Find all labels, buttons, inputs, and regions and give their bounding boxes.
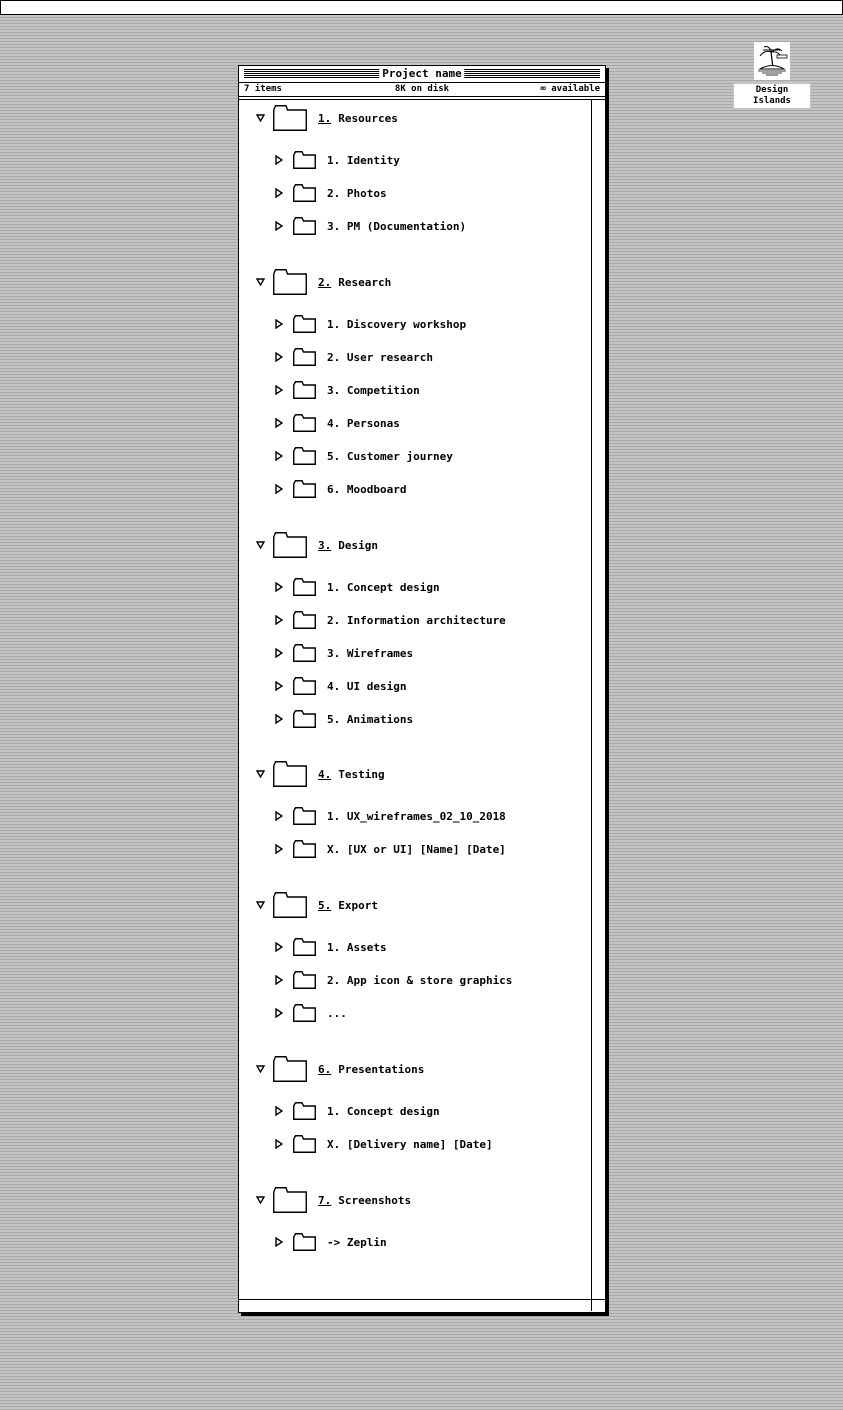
folder-group-label (318, 768, 385, 781)
subfolder-item[interactable] (274, 313, 466, 335)
folder-tree (239, 66, 591, 1299)
folder-icon[interactable] (293, 644, 316, 662)
desktop-icon-label: Design Islands (733, 83, 811, 109)
triangle-down-icon[interactable] (256, 540, 265, 550)
folder-group-number: 2. (318, 275, 332, 289)
horizontal-scrollbar[interactable] (239, 1299, 605, 1300)
island-icon (754, 42, 790, 80)
subfolder-label: X. [Delivery name] [Date] (327, 1137, 493, 1151)
subfolder-item[interactable] (274, 708, 413, 730)
folder-icon[interactable] (293, 840, 316, 858)
triangle-right-icon[interactable] (274, 1106, 283, 1116)
folder-icon[interactable] (273, 1187, 307, 1213)
folder-group-label (318, 1063, 424, 1076)
subfolder-label: 3. PM (Documentation) (327, 219, 467, 233)
window-title: Project name (379, 66, 464, 82)
folder-icon[interactable] (273, 105, 307, 131)
subfolder-item[interactable] (274, 412, 400, 434)
folder-icon[interactable] (293, 710, 316, 728)
folder-group-number: 5. (318, 898, 332, 912)
subfolder-label: X. [UX or UI] [Name] [Date] (327, 842, 506, 856)
subfolder-item[interactable] (274, 576, 440, 598)
folder-icon[interactable] (293, 447, 316, 465)
triangle-right-icon[interactable] (274, 714, 283, 724)
folder-group-name: Screenshots (338, 1193, 412, 1207)
folder-icon[interactable] (273, 532, 307, 558)
folder-icon[interactable] (293, 807, 316, 825)
folder-group-name: Presentations (338, 1062, 425, 1076)
folder-icon[interactable] (293, 1004, 316, 1022)
folder-icon[interactable] (293, 315, 316, 333)
folder-group-number: 3. (318, 538, 332, 552)
triangle-right-icon[interactable] (274, 1237, 283, 1247)
folder-icon[interactable] (293, 348, 316, 366)
folder-icon[interactable] (273, 1056, 307, 1082)
subfolder-label: 2. Information architecture (327, 613, 506, 627)
folder-group-name: Testing (338, 767, 385, 781)
triangle-down-icon[interactable] (256, 113, 265, 123)
triangle-right-icon[interactable] (274, 1008, 283, 1018)
subfolder-item[interactable] (274, 1133, 493, 1155)
subfolder-label: 1. Identity (327, 153, 400, 167)
folder-icon[interactable] (273, 269, 307, 295)
triangle-down-icon[interactable] (256, 1064, 265, 1074)
subfolder-item[interactable] (274, 838, 506, 860)
folder-icon[interactable] (293, 480, 316, 498)
folder-group-label (318, 276, 391, 289)
disk-usage: 8K on disk (394, 84, 450, 94)
subfolder-item[interactable] (274, 445, 453, 467)
subfolder-label: ... (327, 1006, 347, 1020)
triangle-down-icon[interactable] (256, 1195, 265, 1205)
triangle-right-icon[interactable] (274, 1139, 283, 1149)
triangle-right-icon[interactable] (274, 221, 283, 231)
subfolder-label: 2. Photos (327, 186, 387, 200)
subfolder-label: 1. Assets (327, 940, 387, 954)
folder-group-7[interactable] (256, 1186, 411, 1214)
desktop-icon-design-islands[interactable] (733, 42, 811, 109)
folder-group-number: 7. (318, 1193, 332, 1207)
subfolder-label: 2. App icon & store graphics (327, 973, 513, 987)
folder-icon[interactable] (273, 761, 307, 787)
triangle-right-icon[interactable] (274, 319, 283, 329)
subfolder-label: 1. Concept design (327, 580, 440, 594)
subfolder-item[interactable] (274, 149, 400, 171)
subfolder-item[interactable] (274, 1100, 440, 1122)
subfolder-item[interactable] (274, 642, 413, 664)
triangle-right-icon[interactable] (274, 484, 283, 494)
folder-icon[interactable] (293, 938, 316, 956)
subfolder-label: 6. Moodboard (327, 482, 407, 496)
triangle-down-icon[interactable] (256, 769, 265, 779)
triangle-right-icon[interactable] (274, 385, 283, 395)
subfolder-label: 1. Discovery workshop (327, 317, 467, 331)
subfolder-item[interactable] (274, 1002, 347, 1024)
folder-icon[interactable] (293, 184, 316, 202)
folder-icon[interactable] (293, 1233, 316, 1251)
subfolder-item[interactable] (274, 346, 433, 368)
subfolder-item[interactable] (274, 478, 406, 500)
triangle-right-icon[interactable] (274, 811, 283, 821)
folder-icon[interactable] (293, 611, 316, 629)
triangle-right-icon[interactable] (274, 352, 283, 362)
subfolder-item[interactable] (274, 379, 420, 401)
triangle-right-icon[interactable] (274, 975, 283, 985)
menu-bar (0, 0, 843, 15)
available-space: ∞ available (540, 84, 600, 94)
folder-icon[interactable] (293, 381, 316, 399)
folder-group-name: Design (338, 538, 378, 552)
folder-group-label (318, 899, 378, 912)
folder-icon[interactable] (293, 217, 316, 235)
triangle-right-icon[interactable] (274, 451, 283, 461)
folder-icon[interactable] (293, 1102, 316, 1120)
subfolder-item[interactable] (274, 215, 466, 237)
subfolder-label: 4. UI design (327, 679, 407, 693)
subfolder-label: 1. UX_wireframes_02_10_2018 (327, 809, 506, 823)
folder-group-1[interactable] (256, 104, 398, 132)
folder-icon[interactable] (293, 677, 316, 695)
subfolder-item[interactable] (274, 609, 506, 631)
triangle-down-icon[interactable] (256, 277, 265, 287)
folder-icon[interactable] (293, 971, 316, 989)
subfolder-item[interactable] (274, 1231, 387, 1253)
finder-window (238, 65, 606, 1313)
folder-icon[interactable] (293, 414, 316, 432)
folder-icon[interactable] (293, 578, 316, 596)
subfolder-label: -> Zeplin (327, 1235, 387, 1249)
subfolder-label: 3. Competition (327, 383, 420, 397)
triangle-down-icon[interactable] (256, 900, 265, 910)
triangle-right-icon[interactable] (274, 155, 283, 165)
triangle-right-icon[interactable] (274, 188, 283, 198)
subfolder-label: 1. Concept design (327, 1104, 440, 1118)
folder-group-label (318, 112, 398, 125)
folder-group-name: Export (338, 898, 378, 912)
folder-group-number: 6. (318, 1062, 332, 1076)
folder-group-5[interactable] (256, 891, 378, 919)
subfolder-label: 3. Wireframes (327, 646, 414, 660)
subfolder-item[interactable] (274, 182, 387, 204)
triangle-right-icon[interactable] (274, 648, 283, 658)
folder-icon[interactable] (273, 892, 307, 918)
folder-group-4[interactable] (256, 760, 385, 788)
folder-group-number: 4. (318, 767, 332, 781)
folder-group-label (318, 1194, 411, 1207)
subfolder-label: 5. Animations (327, 712, 414, 726)
subfolder-item[interactable] (274, 969, 512, 991)
triangle-right-icon[interactable] (274, 582, 283, 592)
triangle-right-icon[interactable] (274, 942, 283, 952)
folder-group-2[interactable] (256, 268, 391, 296)
folder-group-name: Research (338, 275, 392, 289)
subfolder-label: 2. User research (327, 350, 433, 364)
triangle-right-icon[interactable] (274, 418, 283, 428)
folder-icon[interactable] (293, 151, 316, 169)
folder-group-number: 1. (318, 111, 332, 125)
folder-group-name: Resources (338, 111, 398, 125)
folder-group-3[interactable] (256, 531, 378, 559)
subfolder-item[interactable] (274, 675, 406, 697)
subfolder-item[interactable] (274, 805, 506, 827)
folder-group-6[interactable] (256, 1055, 424, 1083)
triangle-right-icon[interactable] (274, 681, 283, 691)
triangle-right-icon[interactable] (274, 615, 283, 625)
subfolder-label: 4. Personas (327, 416, 400, 430)
subfolder-label: 5. Customer journey (327, 449, 453, 463)
vertical-scrollbar[interactable] (591, 99, 605, 1311)
item-count: 7 items (244, 84, 282, 94)
triangle-right-icon[interactable] (274, 844, 283, 854)
folder-icon[interactable] (293, 1135, 316, 1153)
subfolder-item[interactable] (274, 936, 387, 958)
folder-group-label (318, 539, 378, 552)
